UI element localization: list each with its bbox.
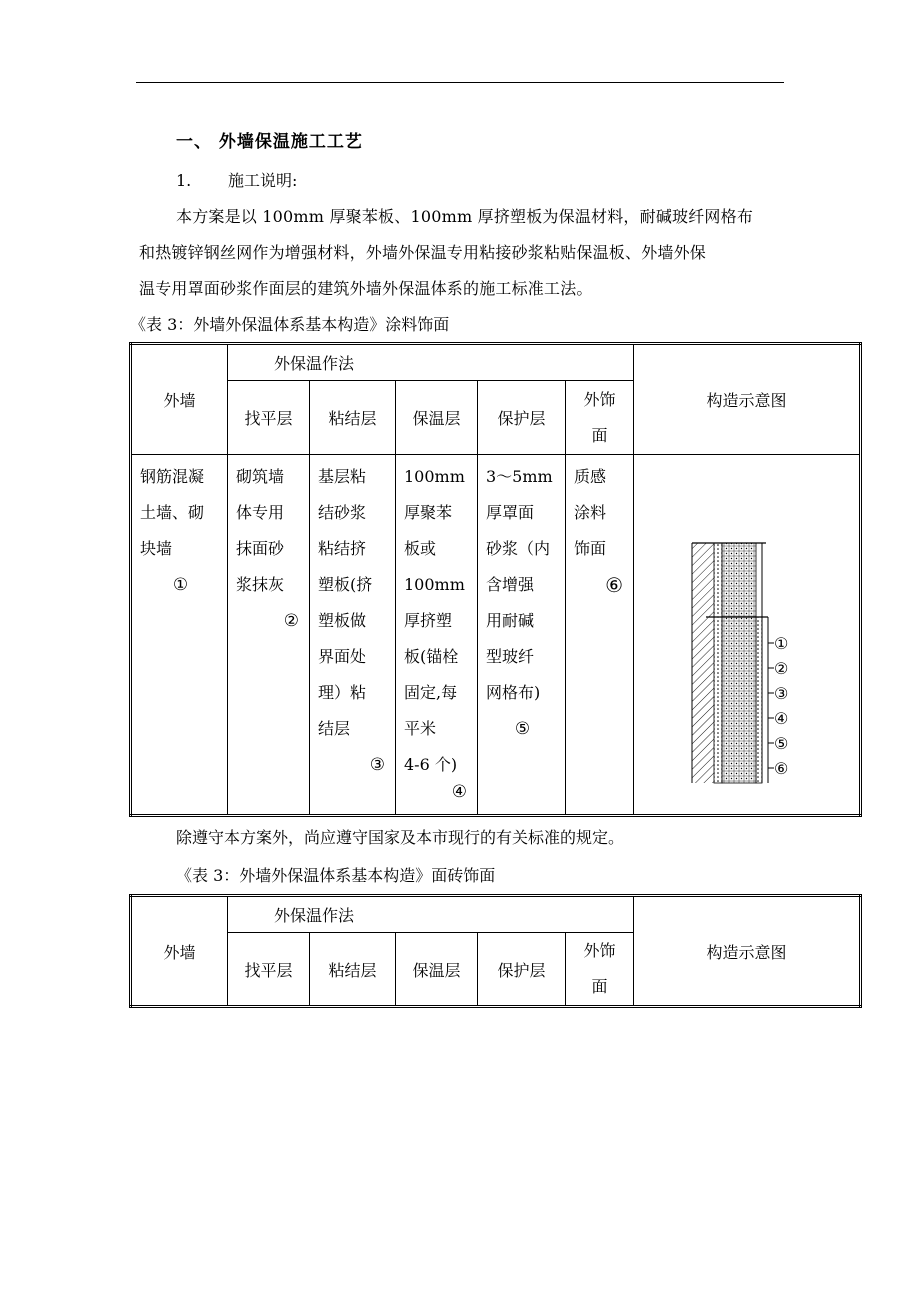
marker-2: ② [283,611,299,631]
t2-header-diagram: 构造示意图 [634,896,861,1007]
table2-caption: 《表 3：外墙外保温体系基本构造》面砖饰面 [176,866,496,885]
finish-layer [756,617,762,783]
cell-wall: 钢筋混凝 土墙、砌 块墙 ① [131,455,228,816]
table1-caption: 《表 3：外墙外保温体系基本构造》涂料饰面 [130,315,450,334]
cell-bonding: 基层粘 结砂浆 粘结挤 塑板(挤 塑板做 界面处 理）粘 结层 ③ [310,455,396,816]
t2-header-insulation: 保温层 [396,933,478,1007]
section-heading: 一、 外墙保温施工工艺 [176,132,363,152]
t2-header-wall: 外墙 [131,896,228,1007]
header-finish: 外饰 面 [566,381,634,455]
header-leveling: 找平层 [228,381,310,455]
header-method: 外保温作法 [228,344,634,381]
diagram-label-5: ⑤ [774,734,789,753]
description-paragraph [139,199,789,307]
cell-insulation: 100mm 厚聚苯 板或 100mm 厚挤塑 板(锚栓 固定,每 平米 4-6 个) ④ [396,455,478,816]
subsection-label: 施工说明: [228,171,298,190]
diagram-label-4: ④ [774,709,789,728]
header-rule [136,82,784,83]
leveling-layer [714,543,722,783]
paragraph-line: 本方案是以 100mm 厚聚苯板、100mm 厚挤塑板为保温材料，耐碱玻纤网格布 [176,207,754,226]
compliance-note: 除遵守本方案外，尚应遵守国家及本市现行的有关标准的规定。 [176,828,625,847]
diagram-label-2: ② [774,659,789,678]
insulation-layer [722,543,756,783]
t2-header-method: 外保温作法 [228,896,634,933]
paragraph-line: 温专用罩面砂浆作面层的建筑外墙外保温体系的施工标准工法。 [139,279,593,298]
t2-header-leveling: 找平层 [228,933,310,1007]
diagram-labels [774,634,788,778]
diagram-label-1: ① [774,634,789,653]
t2-header-finish: 外饰 面 [566,933,634,1007]
paragraph-line: 和热镀锌钢丝网作为增强材料，外墙外保温专用粘接砂浆粘贴保温板、外墙外保 [139,243,707,262]
marker-1: ① [172,575,189,595]
header-insulation: 保温层 [396,381,478,455]
t2-header-protective: 保护层 [478,933,566,1007]
header-diagram: 构造示意图 [634,344,861,455]
header-bonding: 粘结层 [310,381,396,455]
header-protective: 保护层 [478,381,566,455]
marker-5: ⑤ [514,719,531,739]
table2-tile-finish [129,894,862,1008]
diagram-label-6: ⑥ [774,759,789,778]
subsection-number: 1. [176,171,192,190]
diagram-label-3: ③ [774,684,789,703]
marker-4: ④ [451,782,467,802]
table1-coating-finish [129,342,862,817]
marker-6: ⑥ [605,573,624,597]
cell-protective: 3～5mm 厚罩面 砂浆（内 含增强 用耐碱 型玻纤 网格布) ⑤ [478,455,566,816]
marker-3: ③ [369,755,385,775]
cell-finish: 质感 涂料 饰面 ⑥ [566,455,634,816]
t2-header-bonding: 粘结层 [310,933,396,1007]
subsection-title [176,168,297,191]
wall-hatch-layer [692,543,714,783]
wall-section-diagram [684,531,854,791]
header-wall: 外墙 [131,344,228,455]
cell-diagram [634,455,861,816]
cell-leveling: 砌筑墙 体专用 抹面砂 浆抹灰 ② [228,455,310,816]
